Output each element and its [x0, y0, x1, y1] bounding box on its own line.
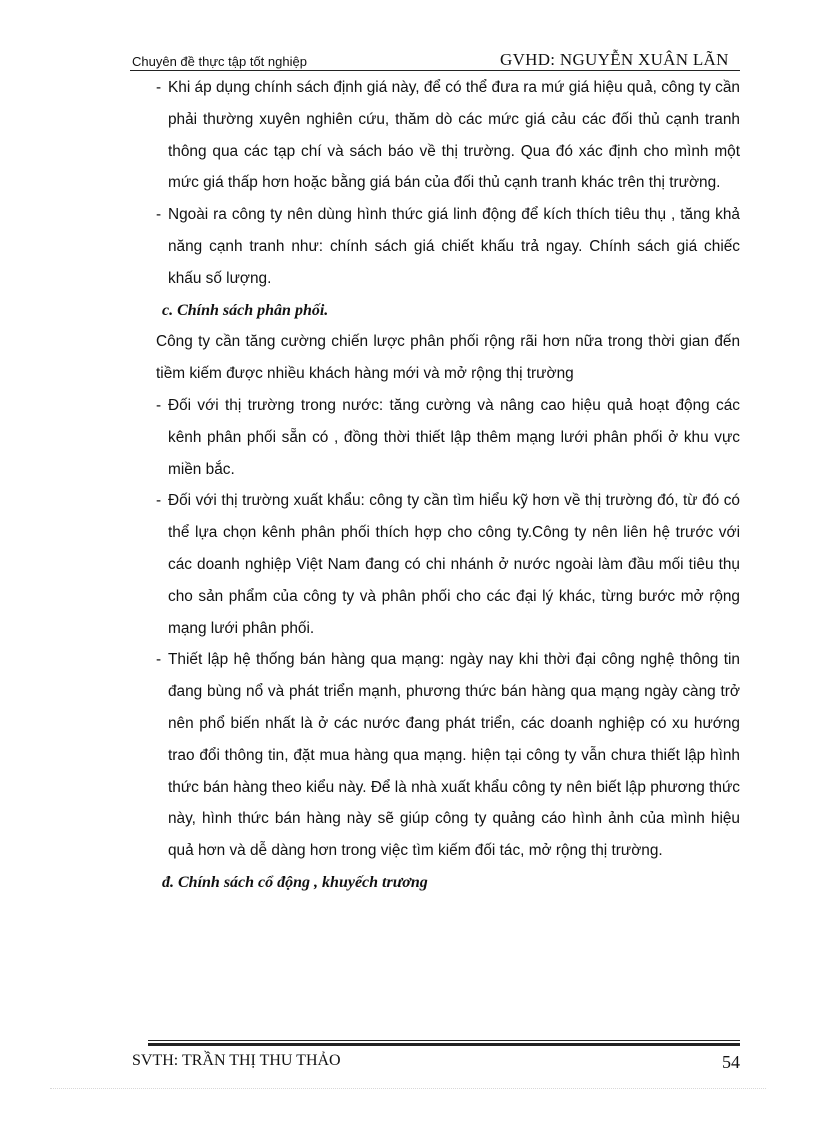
bullet-item: [132, 72, 740, 199]
footer-author: SVTH: TRẦN THỊ THU THẢO: [132, 1052, 341, 1069]
bullet-dash: -: [156, 651, 162, 669]
document-body: [132, 72, 740, 899]
bullet-item: [132, 199, 740, 294]
bullet-text: Khi áp dụng chính sách định giá này, để có thể đưa ra mứ giá hiệu quả, công ty cần phải thường xuyên nghiên cứu, thăm dò các mức giá cảu các đối thủ cạnh tranh thông qua các tạp chí và sách báo về thị trường. Qua đó xác định cho mình một mức giá thấp hơn hoặc bằng giá bán của đối thủ cạnh tranh khác trên thị trường.: [168, 79, 740, 192]
footer-rule-thick: [148, 1043, 740, 1046]
bullet-text: Ngoài ra công ty nên dùng hình thức giá linh động để kích thích tiêu thụ , tăng khả năng cạnh tranh như: chính sách giá chiết khấu trả ngay. Chính sách giá chiếc khấu số lượng.: [168, 206, 740, 287]
bullet-dash: -: [156, 79, 162, 96]
section-heading-c: c. Chính sách phân phối.: [162, 301, 329, 319]
header-rule: [130, 70, 740, 71]
bullet-text: Đối với thị trường trong nước: tăng cường và nâng cao hiệu quả hoạt động các kênh phân phối sẵn có , đồng thời thiết lập thêm mạng lưới phân phối ở khu vực miền bắc.: [168, 396, 740, 478]
page-number: 54: [722, 1052, 740, 1072]
bullet-item: [132, 485, 740, 644]
page-header-left: Chuyên đề thực tập tốt nghiệp: [132, 54, 307, 69]
bullet-dash: -: [156, 206, 162, 224]
bullet-text: Đối với thị trường xuất khẩu: công ty cần tìm hiểu kỹ hơn về thị trường đó, từ đó có thể lựa chọn kênh phân phối thích hợp cho công ty.Công ty nên liên hệ trước với các doanh nghiệp Việt Nam đang có chi nhánh ở nước ngoài làm đầu mối tiêu thụ cho sản phẩm của công ty và phân phối cho các đại lý khác, từng bước mở rộng mạng lưới phân phối.: [168, 492, 740, 637]
page-header-right: GVHD: NGUYỄN XUÂN LÃN: [500, 50, 729, 69]
page-edge-divider: [50, 1088, 766, 1089]
footer-rule-thin: [148, 1040, 740, 1041]
bullet-dash: -: [156, 492, 162, 510]
bullet-item: [132, 644, 740, 867]
bullet-dash: -: [156, 396, 162, 414]
section-heading-d: đ. Chính sách cổ động , khuyếch trương: [162, 873, 428, 891]
bullet-item: [132, 390, 740, 485]
bullet-text: Thiết lập hệ thống bán hàng qua mạng: ngày nay khi thời đại công nghệ thông tin đang bùng nổ và phát triển mạnh, phương thức bán hàng qua mạng ngày càng trở nên phổ biến nhất là ở các nước đang phát triển, các doanh nghiệp có xu hướng trao đổi thông tin, đặt mua hàng qua mạng. hiện tại công ty vẫn chưa thiết lập hình thức bán hàng theo kiểu này. Để là nhà xuất khẩu công ty nên biết lập phương thức này, hình thức bán hàng này sẽ giúp công ty quảng cáo hình ảnh của mình hiệu quả hơn và dễ dàng hơn trong việc tìm kiếm đối tác, mở rộng thị trường.: [168, 651, 740, 860]
paragraph: Công ty cần tăng cường chiến lược phân phối rộng rãi hơn nữa trong thời gian đến tiềm kiếm được nhiều khách hàng mới và mở rộng thị trường: [156, 333, 740, 383]
